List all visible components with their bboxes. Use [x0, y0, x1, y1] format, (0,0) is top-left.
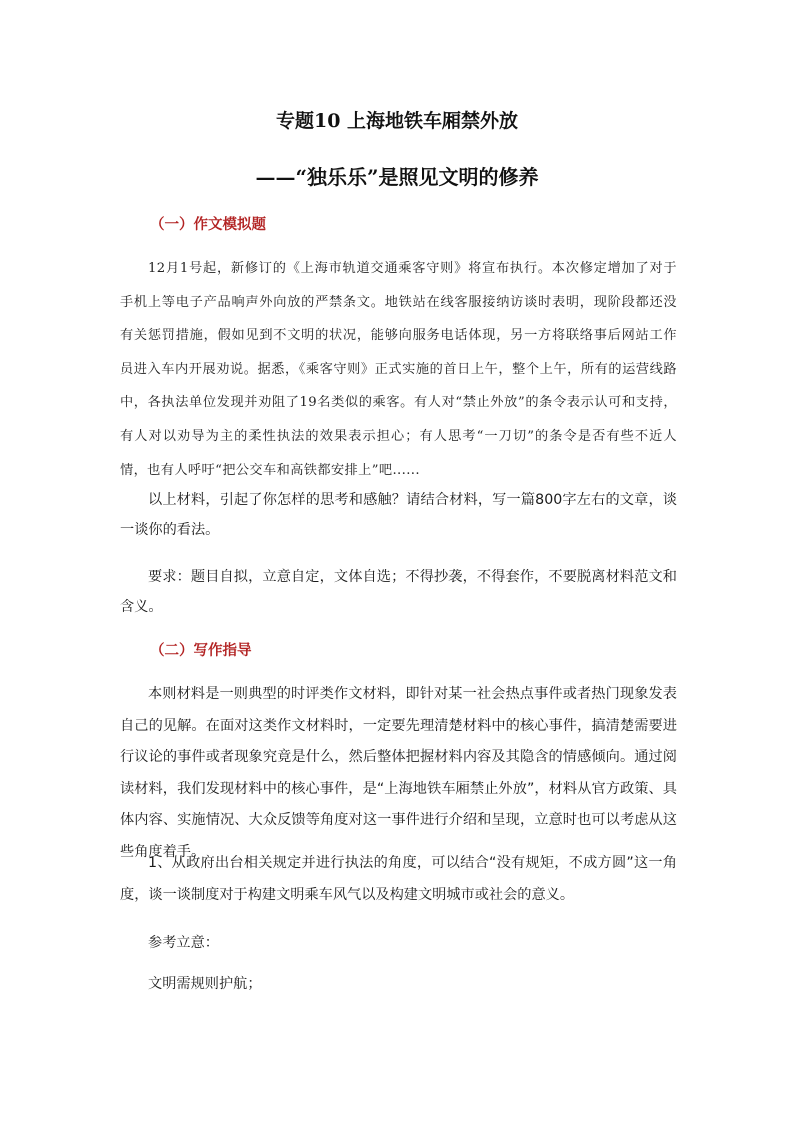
- requirement-paragraph: 要求：题目自拟，立意自定，文体自选；不得抄袭，不得套作，不要脱离材料范文和含义。: [120, 569, 677, 615]
- reference-item: 文明需规则护航；: [148, 976, 262, 992]
- material-paragraph: 12月1号起，新修订的《上海市轨道交通乘客守则》将宣布执行。本次修定增加了对于手机上等电子产品响声外向放的严禁条文。地铁站在线客服接纳访谈时表明，现阶段都还没有关惩罚措施，假如见到不文明的状况，能够向服务电话体现，另一方将联络事后网站工作员进入车内开展劝说。据悉，《乘客守则》正式实施的首日上午，整个上午，所有的运营线路中，各执法单位发现并劝阻了19名类似的乘客。有人对“禁止外放”的条令表示认可和支持，有人对以劝导为主的柔性执法的效果表示担心；有人思考“一刀切”的条令是否有些不近人情，也有人呼吁“把公交车和高铁都安排上”吧......: [120, 261, 677, 478]
- reference-label: 参考立意：: [148, 935, 219, 951]
- question-paragraph: 以上材料，引起了你怎样的思考和感触？请结合材料，写一篇800字左右的文章，谈一谈你的看法。: [120, 492, 677, 538]
- document-subtitle: ——“独乐乐”是照见文明的修养: [255, 165, 539, 189]
- point-1-paragraph: 1、从政府出台相关规定并进行执法的角度，可以结合“没有规矩，不成方圆”这一角度，谈一谈制度对于构建文明乘车风气以及构建文明城市或社会的意义。: [120, 855, 677, 903]
- section-heading-essay-prompt: （一）作文模拟题: [150, 217, 266, 233]
- guide-paragraph: 本则材料是一则典型的时评类作文材料，即针对某一社会热点事件或者热门现象发表自己的见解。在面对这类作文材料时，一定要先理清楚材料中的核心事件，搞清楚需要进行议论的事件或者现象究竟是什么，然后整体把握材料内容及其隐含的情感倾向。通过阅读材料，我们发现材料中的核心事件，是“上海地铁车厢禁止外放”，材料从官方政策、具体内容、实施情况、大众反馈等角度对这一事件进行介绍和呈现，立意时也可以考虑从这些角度着手。: [120, 686, 677, 860]
- document-title: 专题10 上海地铁车厢禁外放: [275, 110, 519, 132]
- section-heading-writing-guide: （二）写作指导: [150, 643, 252, 659]
